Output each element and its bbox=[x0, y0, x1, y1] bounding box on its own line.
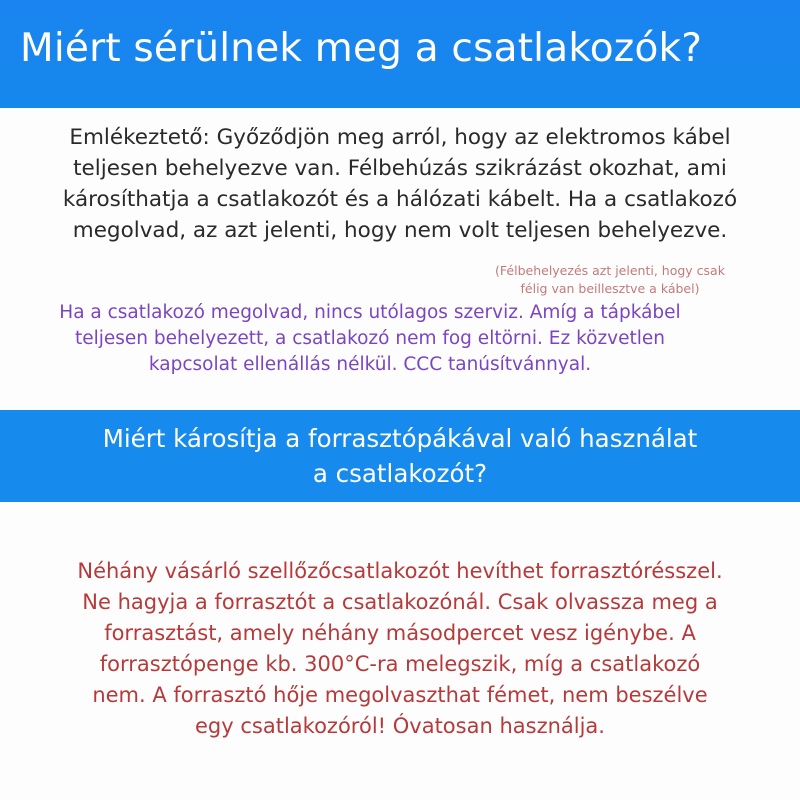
service-paragraph bbox=[0, 300, 740, 378]
service-line: teljesen behelyezett, a csatlakozó nem fog eltörni. Ez közvetlen bbox=[74, 328, 666, 349]
soldering-warning-paragraph bbox=[0, 556, 800, 742]
section-title-line: a csatlakozót? bbox=[312, 459, 488, 488]
warning-line: forrasztópenge kb. 300°C-ra melegszik, míg a csatlakozó bbox=[99, 652, 701, 676]
service-line: Ha a csatlakozó megolvad, nincs utólagos szerviz. Amíg a tápkábel bbox=[59, 302, 681, 323]
section-title-line: Miért károsítja a forrasztópákával való használat bbox=[102, 424, 698, 453]
reminder-paragraph bbox=[0, 122, 800, 246]
reminder-line: teljesen behelyezve van. Félbehúzás szikrázást okozhat, ami bbox=[73, 156, 727, 181]
service-line: kapcsolat ellenállás nélkül. CCC tanúsítvánnyal. bbox=[148, 354, 592, 375]
reminder-line: Emlékeztető: Győződjön meg arról, hogy az elektromos kábel bbox=[69, 125, 731, 150]
note-line: (Félbehelyezés azt jelenti, hogy csak bbox=[495, 263, 725, 278]
warning-line: Ne hagyja a forrasztót a csatlakozónál. Csak olvassza meg a bbox=[82, 590, 718, 614]
header-banner bbox=[0, 0, 800, 108]
reminder-line: megolvad, az azt jelenti, hogy nem volt teljesen behelyezve. bbox=[72, 218, 728, 243]
page-title: Miért sérülnek meg a csatlakozók? bbox=[20, 26, 703, 71]
half-insertion-note bbox=[440, 262, 780, 298]
note-line: félig van beillesztve a kábel) bbox=[520, 281, 700, 296]
warning-line: egy csatlakozóról! Óvatosan használja. bbox=[195, 714, 605, 738]
section-title bbox=[0, 421, 800, 491]
warning-line: forrasztást, amely néhány másodpercet vesz igénybe. A bbox=[104, 621, 696, 645]
section-banner bbox=[0, 410, 800, 502]
warning-line: nem. A forrasztó hője megolvaszthat fémet, nem beszélve bbox=[92, 683, 708, 707]
warning-line: Néhány vásárló szellőzőcsatlakozót hevíthet forrasztórésszel. bbox=[77, 559, 723, 583]
reminder-line: károsíthatja a csatlakozót és a hálózati kábelt. Ha a csatlakozó bbox=[62, 187, 738, 212]
